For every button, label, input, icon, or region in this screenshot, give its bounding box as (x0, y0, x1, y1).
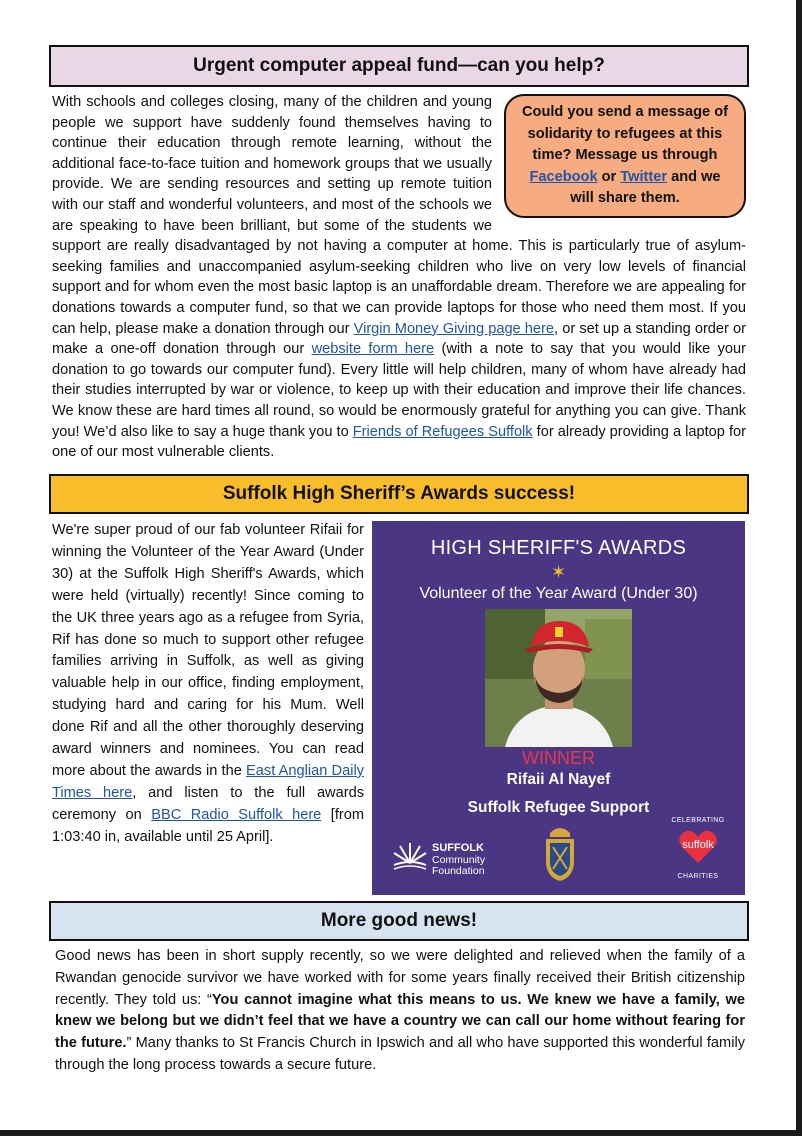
section-heading-more-good-news (49, 901, 749, 941)
logo-text-charities: CHARITIES (677, 873, 719, 880)
award-winner-name: Rifaii Al Nayef (506, 771, 611, 788)
section-heading-high-sheriff-awards (49, 474, 749, 514)
solidarity-callout-box (504, 94, 746, 218)
award-winner-organisation: Suffolk Refugee Support (467, 799, 650, 816)
twitter-link[interactable]: Twitter (620, 168, 668, 185)
article-text: , and listen to the full awards ceremony on (52, 784, 364, 823)
article-text: We're super proud of our fab volunteer Rifaii for winning the Volunteer of the Year Award (Under 30) at the Suffolk High Sheriff's Awards, which were held (virtually) recently! Since coming to the UK three years ago as a refugee from Syria, Rif has done so much to support other refugee families arriving in Suffolk, as well as giving valuable help in our office, finding employment, studying hard and caring for his Mum. Well done Rif and all the other thoroughly deserving award winners and nominees. You can read more about the awards in the (52, 522, 364, 779)
award-poster-title: HIGH SHERIFF'S AWARDS (430, 537, 687, 559)
article-text: for already providing a laptop for one of our most vulnerable clients. (52, 423, 746, 461)
awards-article (52, 520, 364, 849)
good-news-article (55, 946, 745, 1077)
article-text: Good news has been in short supply recently, so we were delighted and relieved when the family of a Rwandan genocide survivor we have worked with for some years finally received their British citizenship recently. They told us: “ (55, 948, 745, 1008)
logo-text-celebrating: CELEBRATING (671, 817, 725, 824)
award-poster-image (372, 521, 745, 895)
winner-photo (485, 609, 632, 747)
star-icon: ✶ (550, 562, 567, 582)
logo-text-part: Community (432, 854, 486, 866)
section-heading-computer-appeal (49, 45, 749, 87)
award-poster-subtitle: Volunteer of the Year Award (Under 30) (419, 585, 698, 602)
heading-text: Suffolk High Sheriff’s Awards success! (222, 483, 576, 504)
virgin-money-giving-link[interactable]: Virgin Money Giving page here (353, 320, 555, 337)
logo-text-suffolk-heart: suffolk (682, 839, 714, 851)
celebrating-suffolk-charities-logo (662, 817, 734, 883)
article-text: , or set up a standing order or make a one-off donation through our (52, 320, 747, 358)
suffolk-community-foundation-logo (392, 837, 512, 883)
bbc-radio-suffolk-link[interactable]: BBC Radio Suffolk here (151, 806, 322, 823)
callout-text-part: Could you send a message of solidarity to refugees at this time? Message us through (522, 104, 728, 164)
facebook-link[interactable]: Facebook (529, 168, 598, 185)
article-text: With schools and colleges closing, many of the children and young people we support have suddenly found themselves having to continue their education through remote learning, without the additional face-to-face tuition and homework groups that we usually provide. We are sending resources and setting up remote tuition with our staff and wonderful volunteers, and most of the schools we are speaking to have been brilliant, but some of the students we support are really disadvantaged by not having a computer at home. This is particularly true of asylum-seeking families and unaccompanied asylum-seeking children who live on very low levels of financial support and for whom even the most basic laptop is an unaffordable dream. Therefore we are appealing for donations towards a computer fund, so that we can provide laptops for those who need them most. If you can help, please make a donation through our (52, 94, 746, 337)
page-edge-right (796, 0, 802, 1136)
callout-text (516, 102, 734, 210)
article-text: ” Many thanks to St Francis Church in Ipswich and all who have supported this wonderful family through the long process towards a secure future. (55, 1035, 745, 1073)
logo-text-community-foundation (432, 855, 485, 877)
award-winner-label: WINNER (522, 748, 595, 768)
article-text: [from 1:03:40 in, available until 25 April]. (52, 806, 365, 845)
page-edge-bottom (0, 1130, 802, 1136)
friends-of-refugees-suffolk-link[interactable]: Friends of Refugees Suffolk (352, 423, 533, 440)
website-form-link[interactable]: website form here (311, 341, 435, 358)
heading-text: More good news! (320, 910, 478, 931)
logo-text-part: Foundation (432, 865, 485, 877)
east-anglian-daily-times-link[interactable]: East Anglian Daily Times here (52, 762, 364, 801)
quote-text: You cannot imagine what this means to us. We knew we have a family, we knew we belong but we didn’t feel that we have a country we can call our home without fearing for the future. (55, 991, 746, 1052)
callout-text-part: or (597, 168, 621, 185)
article-text: (with a note to say that you would like your donation to go towards our computer fund). Every little will help children, many of whom have already had their studies interrupted by war or violence, to keep up with their education and improve their life chances. We know these are hard times all round, so would be enormously grateful for anything you can give. Thank you! We’d also like to say a huge thank you to (52, 341, 746, 440)
callout-text-part: and we will share them. (570, 168, 721, 207)
heading-text: Urgent computer appeal fund—can you help? (193, 55, 605, 76)
sunrise-icon (392, 837, 428, 877)
computer-appeal-article (52, 92, 746, 463)
logo-text-suffolk: SUFFOLK (432, 842, 484, 854)
high-sheriff-crest-icon (542, 823, 578, 883)
